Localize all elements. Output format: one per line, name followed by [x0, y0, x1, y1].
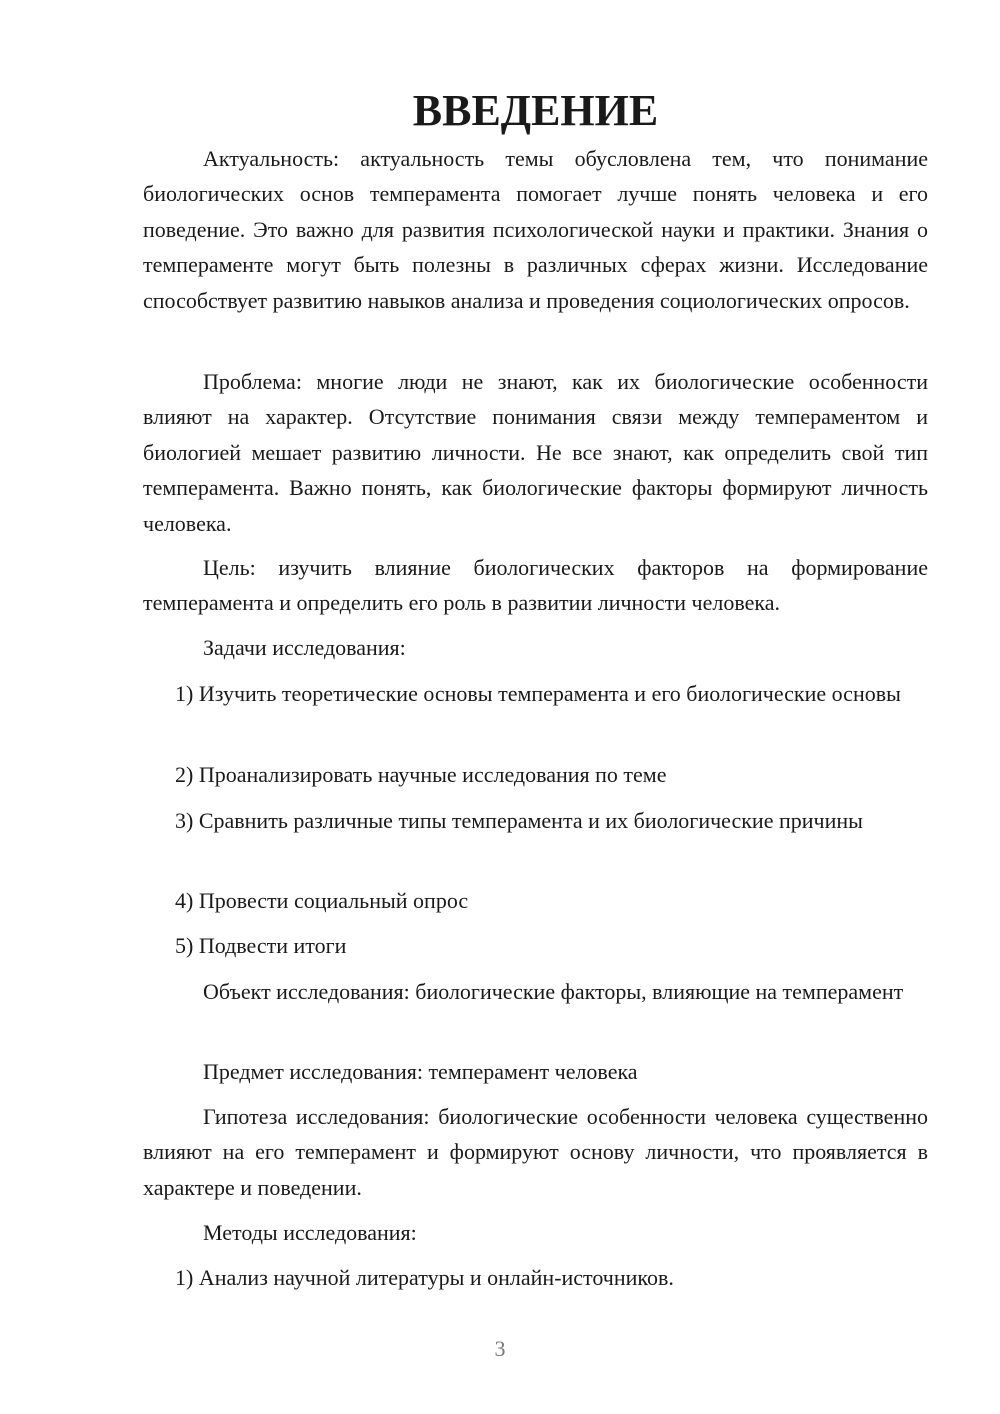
section-title: ВВЕДЕНИЕ	[412, 86, 659, 135]
method-item-1: 1) Анализ научной литературы и онлайн-источников.	[175, 1265, 674, 1290]
problem-paragraph: Проблема: многие люди не знают, как их биологические особенности влияют на характер. Отсутствие понимания связи между темпераментом и биологией мешает развитию личности. Не все знают, как определить свой тип темперамента. Важно понять, как биологические факторы формируют личность человека.	[143, 369, 928, 536]
object-paragraph: Объект исследования: биологические факторы, влияющие на темперамент	[203, 979, 904, 1004]
task-item-3: 3) Сравнить различные типы темперамента и их биологические причины	[175, 808, 863, 833]
task-item-5: 5) Подвести итоги	[175, 933, 347, 958]
task-item-4: 4) Провести социальный опрос	[175, 888, 469, 913]
methods-heading: Методы исследования:	[203, 1220, 417, 1245]
subject-paragraph: Предмет исследования: темперамент человека	[203, 1059, 638, 1084]
relevance-paragraph: Актуальность: актуальность темы обусловлена тем, что понимание биологических основ темперамента помогает лучше понять человека и его поведение. Это важно для развития психологической науки и практики. Знания о темпераменте могут быть полезны в различных сферах жизни. Исследование способствует развитию навыков анализа и проведения социологических опросов.	[143, 146, 928, 313]
tasks-heading: Задачи исследования:	[203, 635, 406, 660]
goal-paragraph: Цель: изучить влияние биологических факторов на формирование темперамента и определить его роль в развитии личности человека.	[143, 555, 928, 616]
page-number: 3	[494, 1336, 506, 1361]
hypothesis-paragraph: Гипотеза исследования: биологические особенности человека существенно влияют на его темперамент и формируют основу личности, что проявляется в характере и поведении.	[143, 1104, 928, 1200]
task-item-1: 1) Изучить теоретические основы темперамента и его биологические основы	[175, 681, 901, 706]
task-item-2: 2) Проанализировать научные исследования по теме	[175, 762, 667, 787]
